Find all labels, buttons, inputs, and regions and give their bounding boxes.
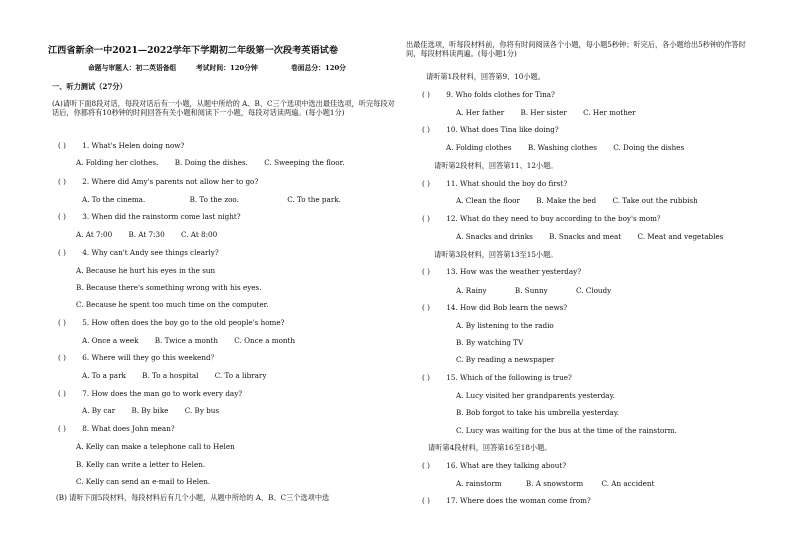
option-15b: B. Bob forgot to take his umbrella yesterday. (456, 408, 620, 417)
answer-blank[interactable]: ( ) (58, 141, 66, 150)
question-17: ( ) 17. Where does the woman come from? (422, 496, 591, 505)
options-7: A. By car B. By bike C. By bus (82, 406, 220, 415)
option-14c: C. By reading a newspaper (456, 355, 555, 364)
answer-blank[interactable]: ( ) (58, 212, 66, 221)
options-1: A. Folding her clothes. B. Doing the dishes. C. Sweeping the floor. (76, 158, 345, 167)
answer-blank[interactable]: ( ) (422, 496, 430, 505)
question-6: ( ) 6. Where will they go this weekend？ (58, 353, 218, 362)
option-14a: A. By listening to the radio (456, 321, 554, 330)
options-5: A. Once a week B. Twice a month C. Once a month (82, 336, 296, 345)
options-3: A. At 7:00 B. At 7:30 C. At 8:00 (76, 230, 218, 239)
answer-blank[interactable]: ( ) (422, 303, 430, 312)
question-16: ( ) 16. What are they talking about? (422, 461, 567, 470)
answer-blank[interactable]: ( ) (422, 179, 430, 188)
question-5: ( ) 5. How often does the boy go to the old people's home? (58, 318, 285, 327)
question-11: ( ) 11. What should the boy do first? (422, 179, 568, 188)
option-8b: B. Kelly can write a letter to Helen. (76, 460, 206, 469)
option-14b: B. By watching TV (456, 338, 524, 347)
options-12: A. Snacks and drinks B. Snacks and meat C. Meat and vegetables (456, 232, 724, 241)
question-2: ( ) 2. Where did Amy's parents not allow her to go? (58, 177, 259, 186)
group-4-intro: 请听第4段材料，回答第16至18小题。 (428, 443, 552, 452)
question-8: ( ) 8. What does John mean? (58, 424, 175, 433)
part-b-intro: (B) 请听下面5段材料，每段材料后有几个小题，从题中所给的 A、B、C三个选项中选 (56, 493, 330, 502)
answer-blank[interactable]: ( ) (422, 267, 430, 276)
question-14: ( ) 14. How did Bob learn the news? (422, 303, 568, 312)
option-4b: B. Because there's something wrong with his eyes. (76, 283, 262, 292)
options-10: A. Folding clothes B. Washing clothes C. Doing the dishes (446, 143, 685, 152)
option-15a: A. Lucy visited her grandparents yesterday. (456, 391, 615, 400)
answer-blank[interactable]: ( ) (422, 461, 430, 470)
group-2-intro: 请听第2段材料，回答第11、12小题。 (434, 161, 558, 170)
question-13: ( ) 13. How was the weather yesterday? (422, 267, 582, 276)
option-4c: C. Because he spent too much time on the computer. (76, 300, 269, 309)
exam-title: 江西省新余一中2021—2022学年下学期初二年级第一次段考英语试卷 (48, 45, 339, 56)
answer-blank[interactable]: ( ) (58, 177, 66, 186)
meta-author: 命题与审题人：初二英语备组 (88, 64, 177, 72)
question-15: ( ) 15. Which of the following is true? (422, 373, 572, 382)
option-15c: C. Lucy was waiting for the bus at the time of the rainstorm. (456, 426, 677, 435)
section-heading: 一、听力测试（27分） (52, 82, 127, 91)
options-11: A. Clean the floor B. Make the bed C. Take out the rubbish (456, 196, 698, 205)
options-2: A. To the cinema. B. To the zoo. C. To the park. (82, 195, 341, 204)
answer-blank[interactable]: ( ) (58, 353, 66, 362)
answer-blank[interactable]: ( ) (422, 90, 430, 99)
option-8c: C. Kelly can send an e-mail to Helen. (76, 477, 211, 486)
answer-blank[interactable]: ( ) (422, 125, 430, 134)
options-9: A. Her father B. Her sister C. Her mother (456, 108, 636, 117)
answer-blank[interactable]: ( ) (58, 424, 66, 433)
question-10: ( ) 10. What does Tina like doing? (422, 125, 559, 134)
answer-blank[interactable]: ( ) (422, 214, 430, 223)
question-1: ( ) 1. What's Helen doing now? (58, 141, 185, 150)
option-8a: A. Kelly can make a telephone call to Helen (76, 442, 235, 451)
answer-blank[interactable]: ( ) (58, 248, 66, 257)
answer-blank[interactable]: ( ) (58, 318, 66, 327)
meta-score: 卷面总分：120分 (291, 64, 346, 72)
question-4: ( ) 4. Why can't Andy see things clearly? (58, 248, 219, 257)
group-3-intro: 请听第3段材料，回答第13至15小题。 (434, 250, 558, 259)
meta-time: 考试时间：120分钟 (196, 64, 258, 72)
question-9: ( ) 9. Who folds clothes for Tina? (422, 90, 555, 99)
question-7: ( ) 7. How does the man go to work every day? (58, 389, 243, 398)
part-b-intro-cont: 出最佳选项，听每段材料前，你将有时间阅读各个小题，每小题5秒钟；听完后，各小题给出5秒钟的作答时间，每段材料读两遍。(每小题1分) (406, 40, 746, 58)
options-16: A. rainstorm B. A snowstorm C. An accident (456, 479, 655, 488)
part-a-intro: (A)请听下面8段对话，每段对话后有一小题，从题中所给的 A、B、C三个选项中选出最佳选项，听完每段对话后，你都将有10秒钟的时间回答有关小题和阅读下一小题，每段对话读两遍。(每小题1分) (52, 99, 395, 117)
answer-blank[interactable]: ( ) (58, 389, 66, 398)
question-3: ( ) 3. When did the rainstorm come last night? (58, 212, 241, 221)
group-1-intro: 请听第1段材料，回答第9、10小题。 (426, 72, 545, 81)
answer-blank[interactable]: ( ) (422, 373, 430, 382)
question-12: ( ) 12. What do they need to buy according to the boy's mom？ (422, 214, 665, 223)
options-13: A. Rainy B. Sunny C. Cloudy (456, 286, 612, 295)
options-6: A. To a park B. To a hospital C. To a library (82, 371, 267, 380)
option-4a: A. Because he hurt his eyes in the sun (76, 266, 216, 275)
